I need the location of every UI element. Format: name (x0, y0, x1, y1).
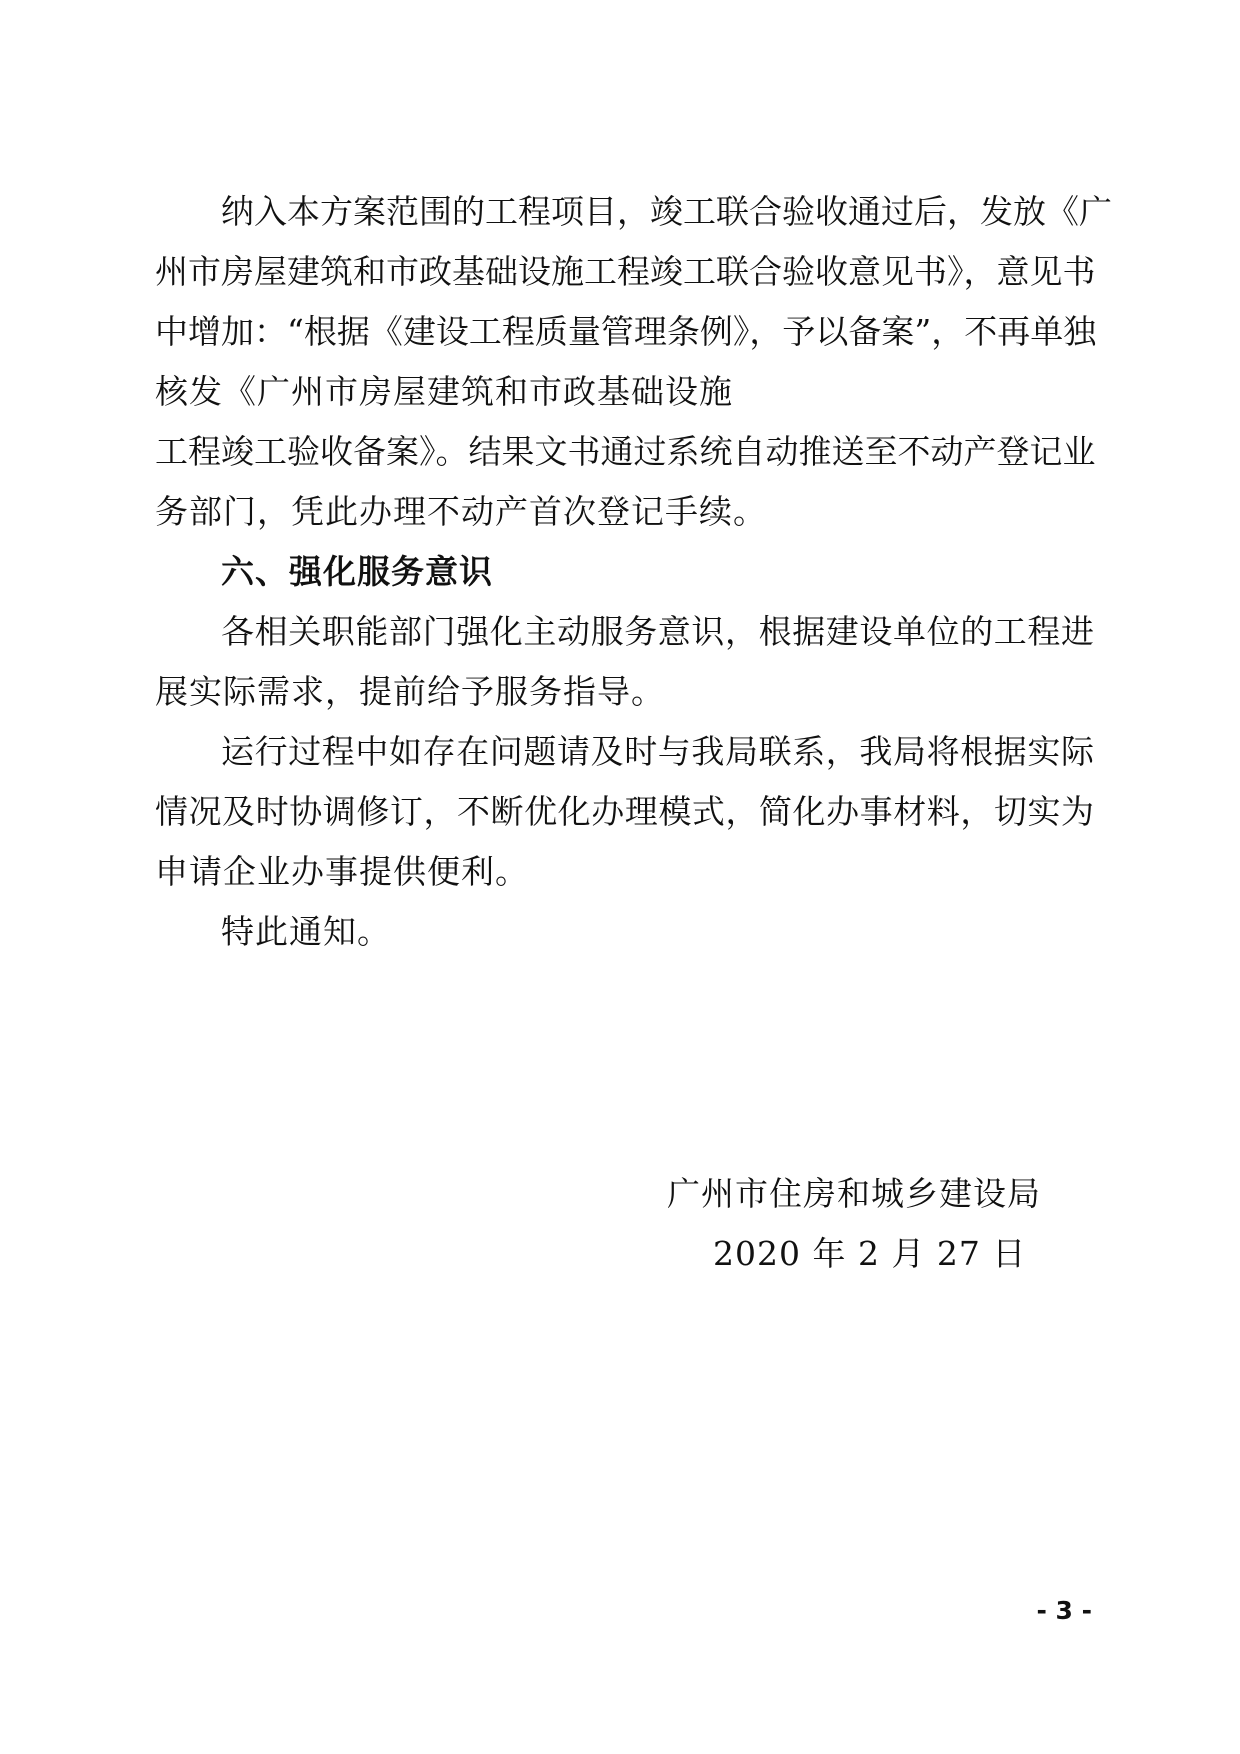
paragraph-3-line-3: 申请企业办事提供便利。 (155, 852, 529, 891)
paragraph-1-line-5: 工程竣工验收备案》。结果文书通过系统自动推送至不动产登记业 (155, 432, 1096, 471)
paragraph-1-line-4: 核发《广州市房屋建筑和市政基础设施 (155, 372, 733, 411)
closing-text: 特此通知。 (221, 912, 391, 951)
paragraph-1-line-2: 州市房屋建筑和市政基础设施工程竣工联合验收意见书》，意见书 (155, 252, 1096, 291)
signature-organization: 广州市住房和城乡建设局 (667, 1174, 1041, 1213)
signature-date: 2020 年 2 月 27 日 (713, 1234, 1027, 1273)
paragraph-3-line-2: 情况及时协调修订，不断优化办理模式，简化办事材料，切实为 (155, 792, 1094, 831)
paragraph-2-line-2: 展实际需求，提前给予服务指导。 (155, 672, 665, 711)
paragraph-2-line-1: 各相关职能部门强化主动服务意识，根据建设单位的工程进 (221, 612, 1094, 651)
paragraph-1-line-3: 中增加：“根据《建设工程质量管理条例》，予以备案”，不再单独 (155, 312, 1097, 351)
paragraph-1-line-1: 纳入本方案范围的工程项目，竣工联合验收通过后，发放《广 (221, 192, 1112, 231)
section-6-heading: 六、强化服务意识 (221, 552, 493, 591)
paragraph-3-line-1: 运行过程中如存在问题请及时与我局联系，我局将根据实际 (221, 732, 1094, 771)
paragraph-1-line-6: 务部门，凭此办理不动产首次登记手续。 (155, 492, 767, 531)
page-number: - 3 - (1036, 1596, 1092, 1625)
